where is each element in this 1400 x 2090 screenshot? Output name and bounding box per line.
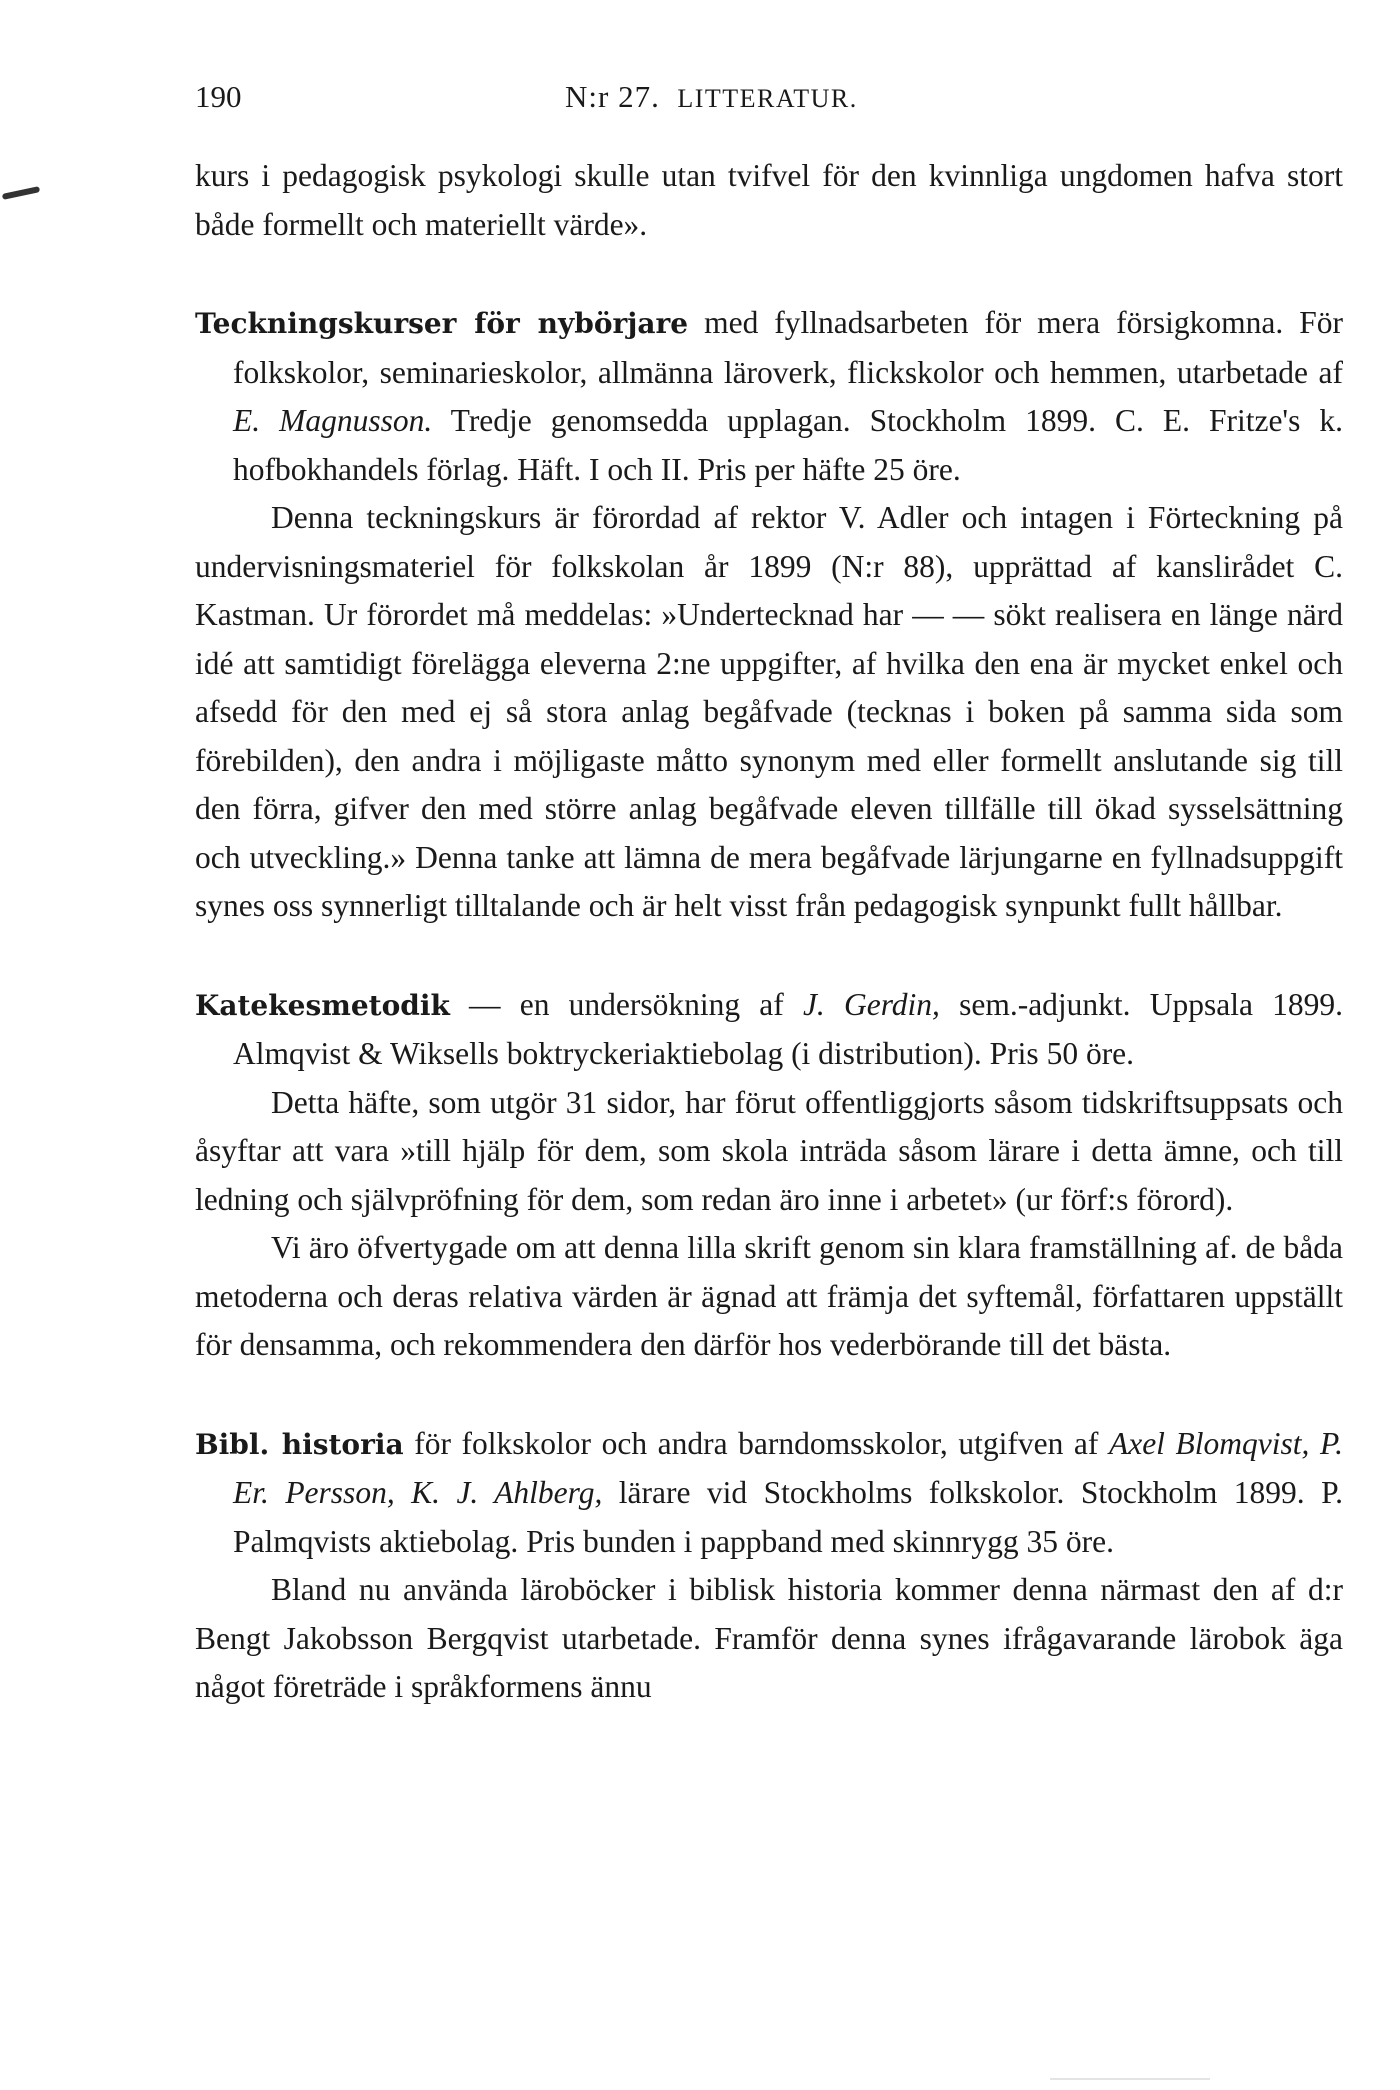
book-entry-katekesmetodik <box>195 981 1343 1079</box>
running-header <box>195 72 1345 122</box>
entry-text: lärare vid Stockholms folkskolor. Stockholm 1899. P. Palmqvists aktiebolag. Pris bunden i pappband med skinnrygg 35 öre. <box>233 1475 1343 1559</box>
book-entry-teckningskurser <box>195 299 1343 494</box>
page-number: 190 <box>195 79 242 114</box>
entry-author: E. Magnusson. <box>233 403 433 438</box>
bleed-through-mark <box>1050 2078 1210 2080</box>
entry-text: med fyllnadsarbeten för mera försigkomna. För folkskolor, seminarieskolor, allmänna läroverk, flickskolor och hemmen, utarbetade af <box>233 305 1343 390</box>
section-title: LITTERATUR. <box>677 84 858 113</box>
entry-authors: Axel Blomqvist, P. Er. Persson, K. J. Ahlberg, <box>233 1425 1343 1510</box>
entry-text: — en undersökning af <box>449 986 803 1022</box>
entry-text: för folkskolor och andra barndomsskolor, utgifven af <box>403 1425 1109 1461</box>
paragraph-continuation: kurs i pedagogisk psykologi skulle utan tvifvel för den kvinnliga ungdomen hafva stort både formellt och materiellt värde». <box>195 158 1343 242</box>
page-body <box>195 152 1343 1712</box>
section-heading <box>565 72 858 124</box>
entry-title: Teckningskurser för nybörjare <box>195 307 689 340</box>
book-entry-bibl-historia <box>195 1420 1343 1567</box>
issue-number: N:r 27. <box>565 79 660 114</box>
review-paragraph: Detta häfte, som utgör 31 sidor, har förut offentliggjorts såsom tidskriftsuppsats och åsyftar att vara »till hjälp för dem, som skola inträda såsom lärare i detta ämne, och till ledning och självpröfning för dem, som redan äro inne i arbetet» (ur förf:s förord). <box>195 1084 1343 1217</box>
review-paragraph: Vi äro öfvertygade om att denna lilla skrift genom sin klara framställning af. de båda metoderna och deras relativa värden är ägnad att främja det syftemål, författaren uppställt för densamma, och rekommendera den därför hos vederbörande till det bästa. <box>195 1230 1343 1362</box>
entry-title: Katekesmetodik <box>195 988 450 1022</box>
review-paragraph: Bland nu använda läroböcker i biblisk historia kommer denna närmast den af d:r Bengt Jakobsson Bergqvist utarbetade. Framför denna synes ifrågavarande lärobok äga något företräde i språkformens ännu <box>195 1572 1343 1704</box>
entry-title: Bibl. historia <box>195 1427 404 1461</box>
entry-text: Tredje genomsedda upplagan. Stockholm 1899. C. E. Fritze's k. hofbokhandels förlag. Häft. I och II. Pris per häfte 25 öre. <box>233 403 1343 487</box>
review-paragraph: Denna teckningskurs är förordad af rektor V. Adler och intagen i Förteckning på undervisningsmateriel för folkskolan år 1899 (N:r 88), upprättad af kanslirådet C. Kastman. Ur förordet må meddelas: »Undertecknad har — — sökt realisera en länge närd idé att samtidigt förelägga eleverna 2:ne uppgifter, af hvilka den ena är mycket enkel och afsedd för den med ej så stora anlag begåfvade (tecknas i boken på samma sida som förebilden), den andra i möjligaste måtto synonym med eller formellt anslutande sig till den förra, gifver den med större anlag begåfvade eleven tillfälle till ökad sysselsättning och utveckling.» Denna tanke att lämna de mera begåfvade lärjungarne en fyllnadsuppgift synes oss synnerligt tilltalande och är helt visst från pedagogisk synpunkt fullt hållbar. <box>195 500 1343 923</box>
margin-ink-mark <box>2 186 40 200</box>
entry-text: sem.-adjunkt. Uppsala 1899. Almqvist & Wiksells boktryckeriaktiebolag (i distribution). Pris 50 öre. <box>233 986 1344 1071</box>
entry-author: J. Gerdin, <box>802 986 940 1022</box>
